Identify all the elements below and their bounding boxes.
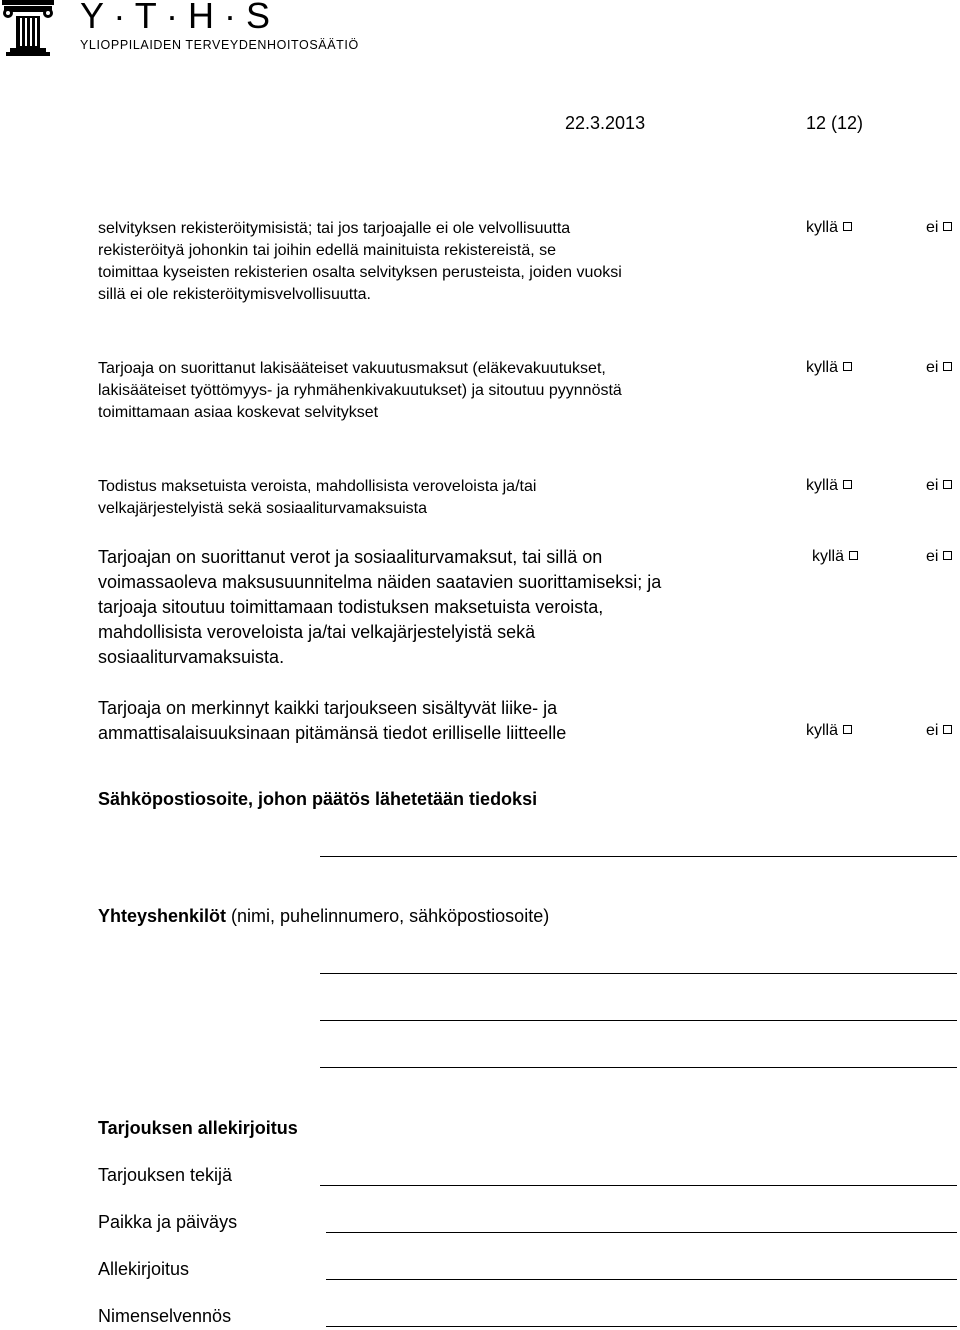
yes-checkbox[interactable] (849, 551, 858, 560)
signature-input-line[interactable] (326, 1279, 957, 1280)
contacts-heading-bold: Yhteyshenkilöt (98, 906, 227, 926)
yes-option[interactable] (806, 219, 852, 237)
yes-option[interactable] (806, 722, 852, 740)
paragraph-line: ammattisalaisuuksinaan pitämänsä tiedot erilliselle liitteelle (98, 723, 567, 743)
trade-secrets-paragraph (98, 696, 798, 746)
no-checkbox[interactable] (943, 725, 952, 734)
no-checkbox[interactable] (943, 222, 952, 231)
logo-wordmark: Y · T · H · S (80, 0, 271, 36)
no-label: ei (926, 359, 939, 376)
no-option[interactable] (926, 548, 952, 566)
paragraph-line: sosiaaliturvamaksuista. (98, 647, 285, 667)
yes-checkbox[interactable] (843, 222, 852, 231)
paragraph-line: rekisteröityä johonkin tai joihin edellä mainituista rekistereistä, se (98, 242, 556, 259)
paragraph-line: toimittamaan asiaa koskevat selvitykset (98, 404, 379, 421)
no-label: ei (926, 477, 939, 494)
no-checkbox[interactable] (943, 362, 952, 371)
no-option[interactable] (926, 722, 952, 740)
yes-label: kyllä (806, 722, 839, 739)
no-checkbox[interactable] (943, 551, 952, 560)
paragraph-line: selvityksen rekisteröitymisistä; tai jos tarjoajalle ei ole velvollisuutta (98, 220, 571, 237)
yes-checkbox[interactable] (843, 362, 852, 371)
email-heading: Sähköpostiosoite, johon päätös lähetetään tiedoksi (98, 789, 538, 809)
yes-label: kyllä (806, 477, 839, 494)
paragraph-line: Tarjoajan on suorittanut verot ja sosiaaliturvamaksut, tai sillä on (98, 547, 603, 567)
contacts-heading-note: (nimi, puhelinnumero, sähköpostiosoite) (226, 906, 550, 926)
registration-paragraph (98, 218, 798, 306)
paragraph-line: sillä ei ole rekisteröitymisvelvollisuutta. (98, 286, 371, 303)
signature-label: Allekirjoitus (98, 1259, 190, 1279)
yes-checkbox[interactable] (843, 725, 852, 734)
document-date: 22.3.2013 (565, 113, 646, 133)
paragraph-line: Todistus maksetuista veroista, mahdollisista veroveloista ja/tai (98, 478, 537, 495)
contact-input-line[interactable] (320, 1067, 957, 1068)
paragraph-line: mahdollisista veroveloista ja/tai velkajärjestelyistä sekä (98, 622, 536, 642)
offer-maker-input-line[interactable] (320, 1185, 957, 1186)
no-label: ei (926, 219, 939, 236)
yes-label: kyllä (812, 548, 845, 565)
no-option[interactable] (926, 219, 952, 237)
ionic-column-logo-icon (2, 0, 54, 56)
paragraph-line: Tarjoaja on suorittanut lakisääteiset vakuutusmaksut (eläkevakuutukset, (98, 360, 606, 377)
yes-label: kyllä (806, 359, 839, 376)
no-label: ei (926, 548, 939, 565)
yes-option[interactable] (812, 548, 858, 566)
yes-checkbox[interactable] (843, 480, 852, 489)
paragraph-line: tarjoaja sitoutuu toimittamaan todistuksen maksetuista veroista, (98, 597, 604, 617)
offer-maker-label: Tarjouksen tekijä (98, 1165, 233, 1185)
name-clarification-label: Nimenselvennös (98, 1306, 232, 1326)
logo-subtitle: YLIOPPILAIDEN TERVEYDENHOITOSÄÄTIÖ (80, 38, 359, 52)
paragraph-line: toimittaa kyseisten rekisterien osalta selvityksen perusteista, joiden vuoksi (98, 264, 622, 281)
paragraph-line: Tarjoaja on merkinnyt kaikki tarjoukseen sisältyvät liike- ja (98, 698, 558, 718)
yes-option[interactable] (806, 477, 852, 495)
contacts-heading (98, 906, 549, 927)
no-label: ei (926, 722, 939, 739)
no-checkbox[interactable] (943, 480, 952, 489)
yes-option[interactable] (806, 359, 852, 377)
tax-certificate-paragraph (98, 476, 798, 520)
paragraph-line: lakisääteiset työttömyys- ja ryhmähenkivakuutukset) ja sitoutuu pyynnöstä (98, 382, 622, 399)
yes-label: kyllä (806, 219, 839, 236)
name-clarification-input-line[interactable] (326, 1326, 957, 1327)
paragraph-line: voimassaoleva maksusuunnitelma näiden saatavien suorittamiseksi; ja (98, 572, 662, 592)
page-number: 12 (12) (806, 113, 864, 133)
place-date-input-line[interactable] (326, 1232, 957, 1233)
tax-payment-paragraph (98, 545, 798, 670)
signature-heading: Tarjouksen allekirjoitus (98, 1118, 298, 1138)
contact-input-line[interactable] (320, 1020, 957, 1021)
place-date-label: Paikka ja päiväys (98, 1212, 238, 1232)
no-option[interactable] (926, 477, 952, 495)
paragraph-line: velkajärjestelyistä sekä sosiaaliturvamaksuista (98, 500, 428, 517)
no-option[interactable] (926, 359, 952, 377)
insurance-paragraph (98, 358, 798, 424)
contact-input-line[interactable] (320, 973, 957, 974)
email-input-line[interactable] (320, 856, 957, 857)
